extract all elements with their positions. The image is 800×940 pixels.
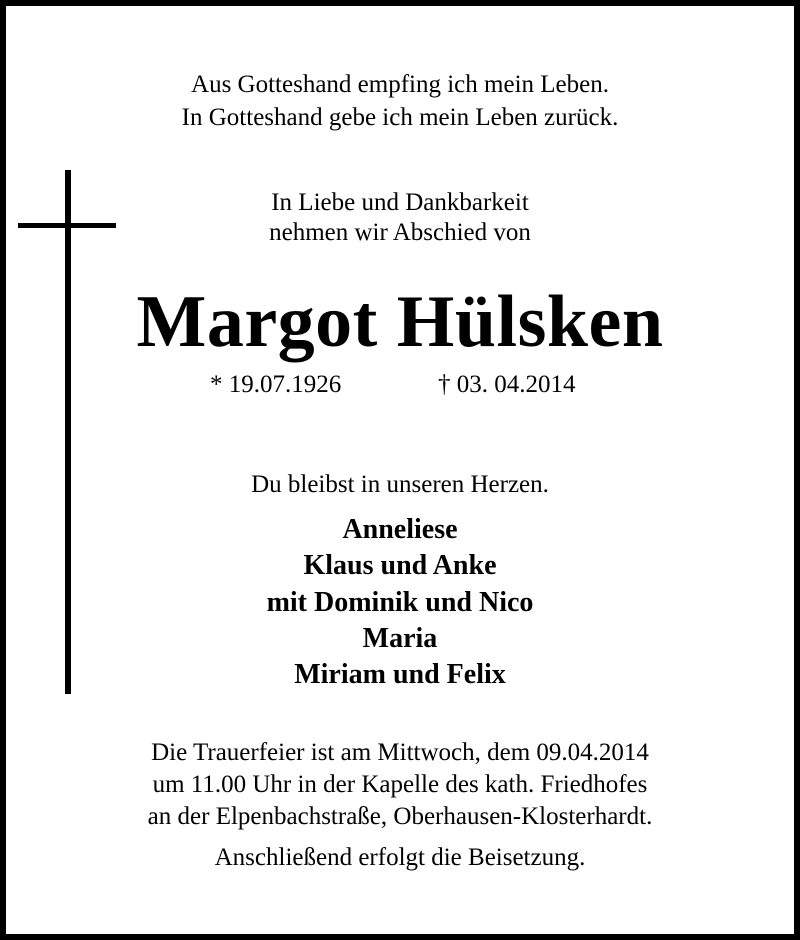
intro-line-2: nehmen wir Abschied von <box>269 219 531 246</box>
mourner-3: mit Dominik und Nico <box>266 587 534 618</box>
motto: Du bleibst in unseren Herzen. <box>251 471 549 498</box>
service-line-2: um 11.00 Uhr in der Kapelle des kath. Friedhofes <box>152 771 648 798</box>
service-line-3: an der Elpenbachstraße, Oberhausen-Klosterhardt. <box>147 803 653 830</box>
intro-line-1: In Liebe und Dankbarkeit <box>271 189 529 216</box>
deceased-name: Margot Hülsken <box>136 281 664 363</box>
verse-line-2: In Gotteshand gebe ich mein Leben zurück. <box>181 104 619 131</box>
service-line-1: Die Trauerfeier ist am Mittwoch, dem 09.04.2014 <box>151 739 649 766</box>
birth-date: * 19.07.1926 <box>210 371 342 398</box>
mourner-2: Klaus und Anke <box>303 550 497 581</box>
verse-line-1: Aus Gotteshand empfing ich mein Leben. <box>191 71 609 98</box>
mourner-5: Miriam und Felix <box>294 659 506 690</box>
mourner-4: Maria <box>362 623 438 654</box>
burial-note: Anschließend erfolgt die Beisetzung. <box>214 844 586 871</box>
death-date: † 03. 04.2014 <box>438 371 576 398</box>
mourner-1: Anneliese <box>342 514 458 545</box>
